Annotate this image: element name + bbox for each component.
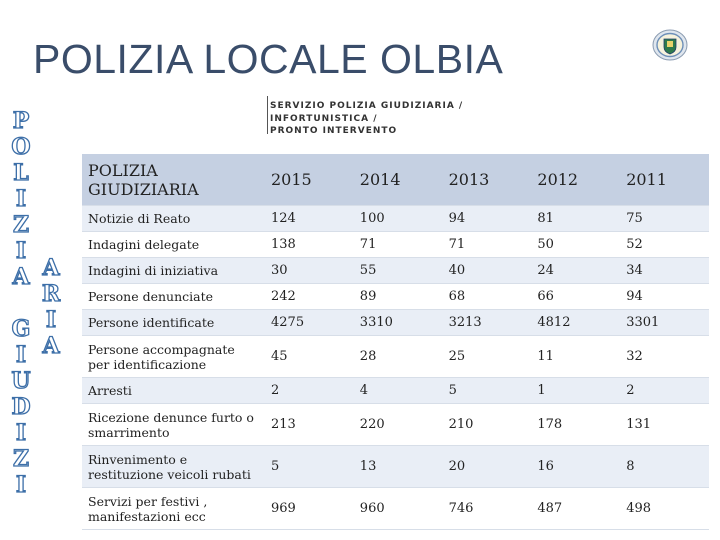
header-label: POLIZIA GIUDIZIARIA (82, 154, 265, 206)
row-value: 746 (443, 488, 532, 530)
row-value: 220 (354, 404, 443, 446)
row-value: 487 (531, 488, 620, 530)
vertical-letter: A (42, 255, 60, 281)
year-header: 2013 (443, 154, 532, 206)
table-row (82, 258, 709, 284)
page-title: POLIZIA LOCALE OLBIA (33, 36, 504, 82)
subtitle-line: SERVIZIO POLIZIA GIUDIZIARIA / (270, 101, 464, 111)
row-label: Ricezione denunce furto o smarrimento (82, 404, 265, 446)
vertical-letter: Z (12, 212, 30, 238)
row-value: 20 (443, 446, 532, 488)
row-label: Persone denunciate (82, 284, 265, 310)
subtitle-line: INFORTUNISTICA / (270, 113, 378, 124)
row-value: 969 (265, 488, 354, 530)
row-value: 28 (354, 336, 443, 378)
row-value: 81 (531, 206, 620, 232)
row-value: 71 (443, 232, 532, 258)
row-value: 124 (265, 206, 354, 232)
row-value: 40 (443, 258, 532, 284)
statistics-table (82, 154, 709, 530)
row-value: 5 (265, 446, 354, 488)
row-value: 3213 (443, 310, 532, 336)
row-value: 3310 (354, 310, 443, 336)
vertical-letter: I (15, 472, 27, 498)
table-header-row (82, 154, 709, 206)
vertical-letter: G (11, 316, 31, 342)
row-value: 71 (354, 232, 443, 258)
row-value: 242 (265, 284, 354, 310)
table-row (82, 446, 709, 488)
table-row (82, 488, 709, 530)
row-label: Notizie di Reato (82, 206, 265, 232)
vertical-letter: L (13, 160, 29, 186)
row-value: 3301 (620, 310, 709, 336)
vertical-letter: A (12, 264, 30, 290)
year-header: 2012 (531, 154, 620, 206)
subtitle-divider (267, 96, 268, 134)
row-value: 2 (265, 378, 354, 404)
row-value: 25 (443, 336, 532, 378)
row-value: 11 (531, 336, 620, 378)
row-value: 66 (531, 284, 620, 310)
vertical-word-right (38, 255, 64, 359)
row-label: Indagini di iniziativa (82, 258, 265, 284)
row-label: Servizi per festivi , manifestazioni ecc (82, 488, 265, 530)
row-value: 100 (354, 206, 443, 232)
row-value: 2 (620, 378, 709, 404)
row-value: 45 (265, 336, 354, 378)
row-value: 1 (531, 378, 620, 404)
row-value: 210 (443, 404, 532, 446)
row-value: 4812 (531, 310, 620, 336)
row-value: 68 (443, 284, 532, 310)
row-label: Arresti (82, 378, 265, 404)
row-value: 30 (265, 258, 354, 284)
vertical-letter: D (11, 394, 31, 420)
vertical-word-left (8, 108, 34, 498)
police-emblem-icon (652, 29, 688, 61)
table-row (82, 404, 709, 446)
vertical-letter: I (15, 420, 27, 446)
row-value: 16 (531, 446, 620, 488)
row-value: 94 (443, 206, 532, 232)
row-label: Rinvenimento e restituzione veicoli rubati (82, 446, 265, 488)
table-row (82, 284, 709, 310)
year-header: 2015 (265, 154, 354, 206)
section-subtitle (270, 100, 464, 138)
row-value: 138 (265, 232, 354, 258)
subtitle-line: PRONTO INTERVENTO (270, 126, 398, 136)
row-label: Persone accompagnate per identificazione (82, 336, 265, 378)
vertical-letter: I (15, 186, 27, 212)
vertical-letter: P (12, 108, 30, 134)
table-row (82, 206, 709, 232)
row-value: 24 (531, 258, 620, 284)
vertical-letter: Z (12, 446, 30, 472)
table-row (82, 336, 709, 378)
row-value: 50 (531, 232, 620, 258)
vertical-letter: I (45, 307, 57, 333)
row-value: 32 (620, 336, 709, 378)
row-value: 89 (354, 284, 443, 310)
table-row (82, 310, 709, 336)
row-value: 178 (531, 404, 620, 446)
row-value: 55 (354, 258, 443, 284)
row-value: 34 (620, 258, 709, 284)
row-value: 52 (620, 232, 709, 258)
year-header: 2014 (354, 154, 443, 206)
row-value: 4 (354, 378, 443, 404)
row-label: Persone identificate (82, 310, 265, 336)
row-value: 131 (620, 404, 709, 446)
year-header: 2011 (620, 154, 709, 206)
vertical-letter (8, 290, 34, 316)
vertical-letter: A (42, 333, 60, 359)
row-value: 498 (620, 488, 709, 530)
row-value: 94 (620, 284, 709, 310)
table-row (82, 378, 709, 404)
row-label: Indagini delegate (82, 232, 265, 258)
row-value: 4275 (265, 310, 354, 336)
vertical-letter: R (41, 281, 61, 307)
vertical-letter: I (15, 238, 27, 264)
row-value: 5 (443, 378, 532, 404)
vertical-letter: I (15, 342, 27, 368)
row-value: 213 (265, 404, 354, 446)
vertical-letter: O (11, 134, 31, 160)
vertical-letter: U (11, 368, 31, 394)
table-row (82, 232, 709, 258)
row-value: 75 (620, 206, 709, 232)
row-value: 8 (620, 446, 709, 488)
row-value: 13 (354, 446, 443, 488)
row-value: 960 (354, 488, 443, 530)
